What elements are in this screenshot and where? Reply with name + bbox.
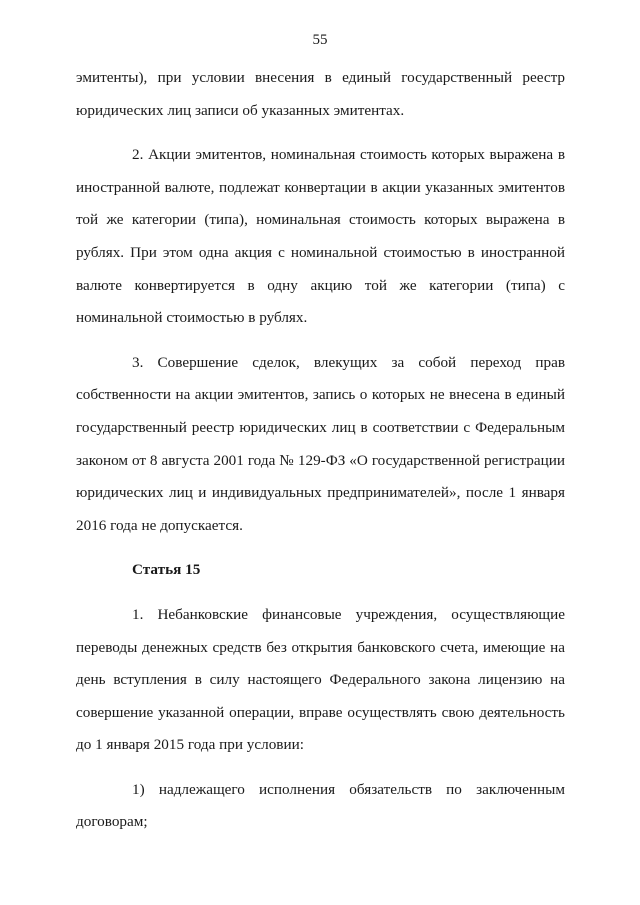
paragraph-item-3: 3. Совершение сделок, влекущих за собой переход прав собственности на акции эмитентов, запись о которых не внесена в единый государственный реестр юридических лиц в соответствии с Федеральным законом от 8 августа 2001 года № 129-ФЗ «О государственной регистрации юридических лиц и индивидуальных предпринимателей», после 1 января 2016 года не допускается. — [76, 353, 565, 534]
paragraph-subitem-1: 1) надлежащего исполнения обязательств по заключенным договорам; — [76, 780, 565, 831]
page-number: 55 — [312, 32, 328, 48]
paragraph-article-15-item-1: 1. Небанковские финансовые учреждения, осуществляющие переводы денежных средств без открытия банковского счета, имеющие на день вступления в силу настоящего Федерального закона лицензию на совершение указанной операции, вправе осуществлять свою деятельность до 1 января 2015 года при условии: — [76, 605, 565, 754]
paragraph-item-2: 2. Акции эмитентов, номинальная стоимость которых выражена в иностранной валюте, подлежат конвертации в акции указанных эмитентов той же категории (типа), номинальная стоимость которых выражена в рублях. При этом одна акция с номинальной стоимостью в иностранной валюте конвертируется в одну акцию той же категории (типа) с номинальной стоимостью в рублях. — [76, 146, 565, 327]
document-body — [76, 62, 565, 839]
article-heading: Статья 15 — [132, 561, 201, 579]
paragraph-continuation: эмитенты), при условии внесения в единый государственный реестр юридических лиц записи об указанных эмитентах. — [76, 69, 565, 119]
